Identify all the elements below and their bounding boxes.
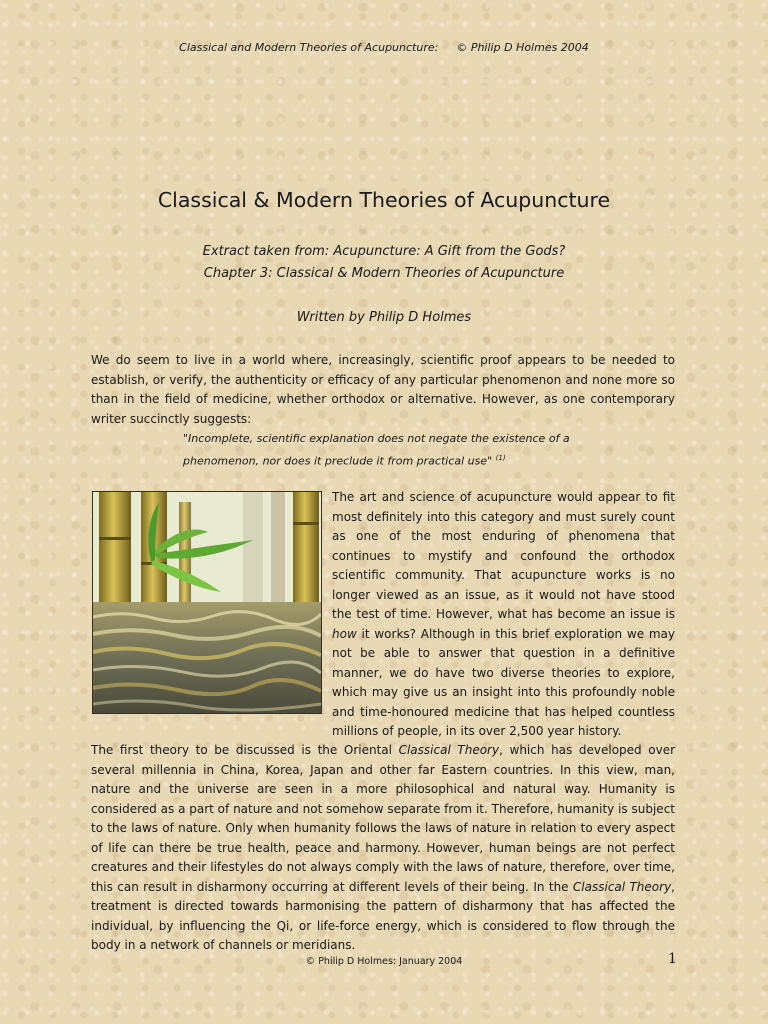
- paragraph3-term-2: Classical Theory: [572, 879, 672, 894]
- quote-reference: (1): [495, 453, 506, 462]
- paragraph3-text-c: , treatment is directed towards harmonising the pattern of disharmony that has affected the individual, by influencing the Qi, or life-force energy, which is considered to flow through the body in a network of channels or meridians.: [91, 879, 675, 952]
- paragraph3-text-b: , which has developed over several millennia in China, Korea, Japan and other far Eastern countries. In this view, man, nature and the universe are seen in a more philosophical and natural way. Humanity is considered as a part of nature and not somehow separate from it. Therefore, humanity is subject to the laws of nature. Only when humanity follows the laws of nature in relation to every aspect of life can there be true health, peace and harmony. However, human beings are not perfect creatures and their lifestyles do not always comply with the laws of nature, therefore, over time, this can result in disharmony occurring at different levels of their being. In the: [91, 743, 676, 894]
- acupuncture-paragraph: [332, 488, 675, 742]
- intro-paragraph: We do seem to live in a world where, increasingly, scientific proof appears to be needed to establish, or verify, the authenticity or efficacy of any particular phenomenon and none more so than in the field of medicine, whether orthodox or alternative. However, as one contemporary writer succinctly suggests:: [91, 353, 675, 426]
- running-header-copyright: © Philip D Holmes 2004: [456, 41, 589, 54]
- bamboo-water-illustration: [93, 492, 321, 713]
- footer-copyright: © Philip D Holmes: January 2004: [305, 956, 463, 967]
- paragraph2-text-b: it works? Although in this brief exploration we may not be able to answer that question in a definitive manner, we do have two diverse theories to explore, which may give us an insight into this profoundly noble and time-honoured medicine that has helped countless millions of people, in its over 2,500 year history.: [332, 626, 675, 738]
- paragraph2-text-a: The art and science of acupuncture would appear to fit most definitely into this category and must surely count as one of the most enduring of phenomena that continues to mystify and confound the orthodox scientific community. That acupuncture works is no longer viewed as an issue, as it would not have stood the test of time. However, what has become an issue is: [332, 490, 675, 621]
- paragraph3-text-a: The first theory to be discussed is the Oriental: [91, 743, 399, 757]
- document-title: Classical & Modern Theories of Acupuncture: [157, 188, 611, 212]
- running-header: [0, 41, 768, 54]
- running-header-title: Classical and Modern Theories of Acupuncture:: [179, 41, 439, 54]
- quote-line-2: [183, 449, 603, 471]
- classical-theory-paragraph: [91, 741, 675, 956]
- paragraph2-emphasis: how: [332, 626, 357, 641]
- extract-source-line: Extract taken from: Acupuncture: A Gift from the Gods?: [202, 244, 566, 259]
- block-quote: [183, 430, 603, 471]
- paragraph3-term-1: Classical Theory: [398, 743, 500, 757]
- extract-chapter-line: Chapter 3: Classical & Modern Theories of Acupuncture: [203, 266, 565, 281]
- quote-line-1: "Incomplete, scientific explanation does not negate the existence of a: [183, 432, 570, 445]
- quote-line-2-text: phenomenon, nor does it preclude it from practical use": [183, 454, 493, 468]
- bamboo-water-photo: [92, 491, 322, 714]
- author-line: Written by Philip D Holmes: [296, 310, 472, 325]
- page-number: 1: [668, 951, 677, 967]
